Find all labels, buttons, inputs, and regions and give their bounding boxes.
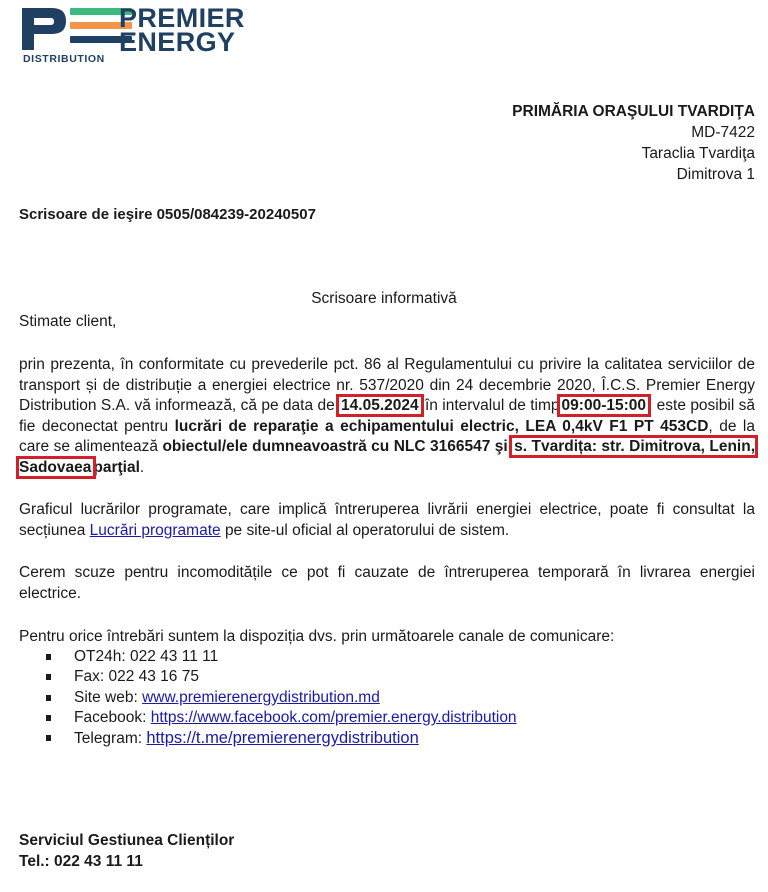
contact-value: 022 43 16 75 xyxy=(108,668,199,686)
contact-item-ot24h xyxy=(46,647,517,667)
schedule-text-end: pe site-ul oficial al operatorului de sistem. xyxy=(224,521,510,539)
recipient-address xyxy=(512,101,755,185)
contact-item-website xyxy=(46,688,517,708)
letter-reference: Scrisoare de ieşire 0505/084239-20240507 xyxy=(19,206,316,223)
bullet-icon xyxy=(46,695,51,701)
supply-text: , de la care se alimentează xyxy=(19,417,755,455)
signature-block xyxy=(19,830,234,872)
notice-intro: prin prezenta, în conformitate cu prevederile pct. 86 al Regulamentului cu privire la calitatea serviciilor de transport și de distribuție a energiei electrice nr. 537/2020 din 24 decembrie 2020, Î.C.S. Premier Energy Distribution S.A. vă informează, că pe data de xyxy=(19,356,755,414)
website-link[interactable]: www.premierenergydistribution.md xyxy=(142,688,380,706)
bullet-icon xyxy=(46,674,51,680)
contact-item-telegram xyxy=(46,728,517,749)
scheduled-works-link[interactable]: Lucrări programate xyxy=(89,521,221,539)
company-logo xyxy=(22,3,262,65)
logo-company-name xyxy=(119,3,245,57)
bullet-icon xyxy=(46,715,51,721)
contact-label: OT24h: xyxy=(74,648,126,665)
logo-name-line1: PREMIER xyxy=(119,3,245,33)
contact-label: Fax: xyxy=(74,668,105,686)
letter-title: Scrisoare informativă xyxy=(311,290,457,307)
bullet-icon xyxy=(46,654,51,660)
sentence-end: . xyxy=(139,458,145,476)
highlight-date: 14.05.2024 xyxy=(341,397,419,414)
logo-p-mark-icon xyxy=(22,8,68,50)
notice-middle: , este posibil să fie deconectat pentru xyxy=(19,397,755,435)
recipient-postal-code: MD-7422 xyxy=(691,124,755,141)
interval-prefix: în intervalul de timp xyxy=(424,397,560,414)
recipient-street: Dimitrova 1 xyxy=(676,166,755,183)
contact-intro: Pentru orice întrebări suntem la dispoziția dvs. prin următoarele canale de comunicare: xyxy=(19,628,615,645)
contact-label: Facebook: xyxy=(74,708,147,726)
notice-paragraph xyxy=(19,355,755,478)
contact-item-facebook xyxy=(46,708,517,728)
contact-label: Telegram: xyxy=(74,730,143,748)
logo-subtitle: DISTRIBUTION xyxy=(23,53,105,65)
greeting: Stimate client, xyxy=(19,313,117,330)
logo-name-line2: ENERGY xyxy=(119,27,236,57)
department-name: Serviciul Gestiunea Clienților xyxy=(19,832,235,849)
telegram-link[interactable]: https://t.me/premierenergydistribution xyxy=(146,729,419,748)
recipient-locality: Taraclia Tvardiţa xyxy=(641,145,755,162)
facebook-link[interactable]: https://www.facebook.com/premier.energy.distribution xyxy=(150,708,517,726)
recipient-name: PRIMĂRIA ORAŞULUI TVARDIŢA xyxy=(512,103,755,120)
bullet-icon xyxy=(46,735,51,741)
schedule-text: Graficul lucrărilor programate, care implică întreruperea livrării energiei electrice, poate fi consultat la secțiunea xyxy=(19,501,755,539)
schedule-paragraph xyxy=(19,500,755,541)
contact-label: Site web: xyxy=(74,688,138,706)
partial-label: parţial xyxy=(93,458,140,476)
highlight-location: s. Tvardița: str. Dimitrova, Lenin, Sadovaea xyxy=(19,438,756,476)
contact-item-fax xyxy=(46,667,517,687)
contact-list xyxy=(46,647,517,749)
department-phone: Tel.: 022 43 11 11 xyxy=(19,853,143,870)
contact-value: 022 43 11 11 xyxy=(130,648,219,665)
work-description: lucrări de reparaţie a echipamentului electric, LEA 0,4kV F1 PT 453CD xyxy=(174,417,709,435)
object-description: obiectul/ele dumneavoastră cu NLC 3166547 şi xyxy=(162,438,508,455)
highlight-time: 09:00-15:00 xyxy=(561,397,646,414)
apology-paragraph: Cerem scuze pentru incomoditățile ce pot fi cauzate de întreruperea temporară în livrarea energiei electrice. xyxy=(19,564,755,602)
